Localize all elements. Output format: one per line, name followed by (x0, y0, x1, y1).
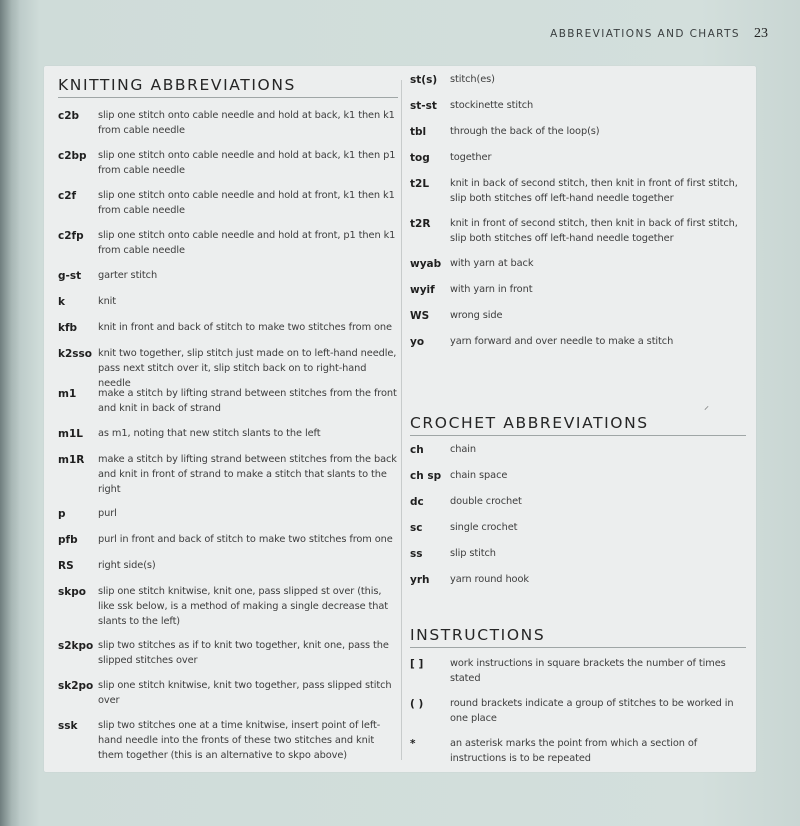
abbreviation-term: m1L (58, 428, 83, 440)
abbreviation-definition: single crochet (450, 522, 518, 533)
abbreviation-term: wyab (410, 258, 442, 270)
abbreviation-entry (410, 468, 746, 484)
abbreviation-definition: slip two stitches one at a time knitwise, insert point of left-hand needle into the fronts of these two stitches and knit them together (this is an alternative to skpo above) (98, 720, 381, 761)
running-head (550, 26, 768, 42)
abbreviation-entry (410, 736, 746, 766)
abbreviation-term: sc (410, 522, 423, 534)
abbreviation-entry (410, 176, 746, 206)
abbreviation-definition: with yarn at back (450, 258, 534, 269)
abbreviation-definition: double crochet (450, 496, 522, 507)
abbreviation-entry (410, 572, 746, 588)
abbreviation-definition: with yarn in front (450, 284, 533, 295)
abbreviation-definition: make a stitch by lifting strand between stitches from the back and knit in front of strand to make a stitch that slants to the right (98, 454, 397, 495)
abbreviation-entry (58, 320, 398, 336)
abbreviation-term: pfb (58, 534, 78, 546)
abbreviation-term: g-st (58, 270, 82, 282)
instructions-list (410, 648, 746, 778)
left-column (58, 66, 398, 768)
abbreviation-term: p (58, 508, 66, 520)
abbreviation-term: ch sp (410, 470, 442, 482)
abbreviation-term: c2fp (58, 230, 84, 242)
abbreviation-entry (58, 294, 398, 310)
abbreviation-term: tog (410, 152, 430, 164)
abbreviation-entry (58, 718, 398, 763)
right-column (410, 66, 746, 778)
abbreviation-term: * (410, 738, 416, 750)
abbreviation-entry (58, 532, 398, 548)
abbreviation-term: t2R (410, 218, 431, 230)
abbreviation-term: ssk (58, 720, 78, 732)
abbreviation-entry (58, 346, 398, 391)
abbreviation-term: st(s) (410, 74, 438, 86)
pencil-mark: ⸝ (704, 401, 709, 412)
abbreviation-definition: as m1, noting that new stitch slants to the left (98, 428, 321, 439)
abbreviation-term: m1R (58, 454, 85, 466)
abbreviation-entry (58, 558, 398, 574)
abbreviation-entry (410, 308, 746, 324)
abbreviation-entry (410, 124, 746, 140)
abbreviation-term: wyif (410, 284, 435, 296)
abbreviation-term: WS (410, 310, 430, 322)
abbreviation-entry (410, 696, 746, 726)
abbreviation-definition: make a stitch by lifting strand between stitches from the front and knit in back of strand (98, 388, 397, 414)
abbreviation-term: sk2po (58, 680, 94, 692)
crochet-section-title: CROCHET ABBREVIATIONS (410, 406, 746, 436)
abbreviation-term: c2f (58, 190, 77, 202)
abbreviation-term: tbl (410, 126, 427, 138)
abbreviation-entry (410, 334, 746, 350)
abbreviation-term: k (58, 296, 65, 308)
abbreviation-entry (410, 656, 746, 686)
abbreviation-definition: together (450, 152, 492, 163)
abbreviation-entry (58, 678, 398, 708)
abbreviation-definition: knit in front and back of stitch to make two stitches from one (98, 322, 392, 333)
abbreviation-definition: right side(s) (98, 560, 156, 571)
abbreviation-entry (410, 256, 746, 272)
column-divider (401, 80, 402, 760)
abbreviation-entry (410, 442, 746, 458)
abbreviation-entry (58, 584, 398, 629)
abbreviation-entry (410, 520, 746, 536)
abbreviation-definition: stitch(es) (450, 74, 495, 85)
abbreviation-definition: wrong side (450, 310, 503, 321)
abbreviation-entry (58, 188, 398, 218)
knitting-section-title: KNITTING ABBREVIATIONS (58, 68, 398, 98)
abbreviation-term: skpo (58, 586, 86, 598)
abbreviation-definition: chain space (450, 470, 508, 481)
abbreviation-term: dc (410, 496, 424, 508)
abbreviation-definition: work instructions in square brackets the number of times stated (450, 658, 726, 684)
book-spine-shadow (0, 0, 20, 826)
abbreviation-entry (410, 494, 746, 510)
abbreviation-definition: slip one stitch onto cable needle and hold at back, k1 then p1 from cable needle (98, 150, 396, 176)
abbreviation-term: ( ) (410, 698, 424, 710)
abbreviation-term: RS (58, 560, 74, 572)
abbreviation-entry (58, 268, 398, 284)
crochet-list (410, 436, 746, 592)
abbreviation-term: t2L (410, 178, 430, 190)
knitting-list-continued (410, 66, 746, 382)
abbreviation-entry (410, 546, 746, 562)
abbreviation-definition: knit (98, 296, 117, 307)
abbreviation-definition: yarn forward and over needle to make a stitch (450, 336, 674, 347)
abbreviation-entry (410, 72, 746, 88)
abbreviation-definition: purl (98, 508, 117, 519)
abbreviation-definition: yarn round hook (450, 574, 529, 585)
abbreviation-term: c2bp (58, 150, 87, 162)
abbreviation-definition: knit in front of second stitch, then knit in back of first stitch, slip both stitches off left-hand needle together (450, 218, 738, 244)
abbreviation-term: m1 (58, 388, 77, 400)
running-title: ABBREVIATIONS AND CHARTS (550, 28, 740, 40)
page-number: 23 (754, 26, 768, 41)
abbreviation-term: st-st (410, 100, 437, 112)
abbreviation-entry (58, 228, 398, 258)
abbreviation-definition: knit in back of second stitch, then knit in front of first stitch, slip both stitches off left-hand needle together (450, 178, 738, 204)
abbreviation-term: k2sso (58, 348, 93, 360)
abbreviation-definition: stockinette stitch (450, 100, 534, 111)
abbreviation-definition: slip stitch (450, 548, 496, 559)
abbreviation-definition: slip one stitch onto cable needle and hold at front, p1 then k1 from cable needle (98, 230, 396, 256)
abbreviation-term: c2b (58, 110, 80, 122)
abbreviation-term: [ ] (410, 658, 424, 670)
abbreviation-entry (58, 148, 398, 178)
abbreviation-definition: garter stitch (98, 270, 158, 281)
abbreviation-entry (58, 108, 398, 138)
abbreviation-term: yrh (410, 574, 430, 586)
abbreviation-definition: an asterisk marks the point from which a section of instructions is to be repeated (450, 738, 698, 764)
abbreviations-panel (44, 66, 756, 772)
abbreviation-definition: slip one stitch knitwise, knit one, pass slipped st over (this, like ssk below, is a method of making a single decrease that slants to the left) (98, 586, 389, 627)
abbreviation-definition: knit two together, slip stitch just made on to left-hand needle, pass next stitch over it, slip stitch back on to right-hand needle (98, 348, 397, 389)
abbreviation-entry (58, 452, 398, 497)
abbreviation-definition: round brackets indicate a group of stitches to be worked in one place (450, 698, 734, 724)
abbreviation-entry (58, 386, 398, 416)
abbreviation-entry (410, 282, 746, 298)
abbreviation-term: yo (410, 336, 425, 348)
abbreviation-term: ch (410, 444, 424, 456)
abbreviation-term: s2kpo (58, 640, 94, 652)
abbreviation-entry (58, 638, 398, 668)
abbreviation-entry (410, 216, 746, 246)
abbreviation-definition: through the back of the loop(s) (450, 126, 600, 137)
abbreviation-entry (410, 150, 746, 166)
abbreviation-definition: slip one stitch onto cable needle and hold at back, k1 then k1 from cable needle (98, 110, 395, 136)
abbreviation-definition: purl in front and back of stitch to make two stitches from one (98, 534, 393, 545)
abbreviation-term: kfb (58, 322, 78, 334)
abbreviation-entry (58, 426, 398, 442)
knitting-list (58, 98, 398, 768)
abbreviation-definition: slip one stitch onto cable needle and hold at front, k1 then k1 from cable needle (98, 190, 395, 216)
abbreviation-definition: chain (450, 444, 477, 455)
abbreviation-definition: slip one stitch knitwise, knit two together, pass slipped stitch over (98, 680, 392, 706)
instructions-section-title: INSTRUCTIONS (410, 618, 746, 648)
abbreviation-definition: slip two stitches as if to knit two together, knit one, pass the slipped stitches over (98, 640, 389, 666)
abbreviation-entry (410, 98, 746, 114)
abbreviation-entry (58, 506, 398, 522)
abbreviation-term: ss (410, 548, 423, 560)
